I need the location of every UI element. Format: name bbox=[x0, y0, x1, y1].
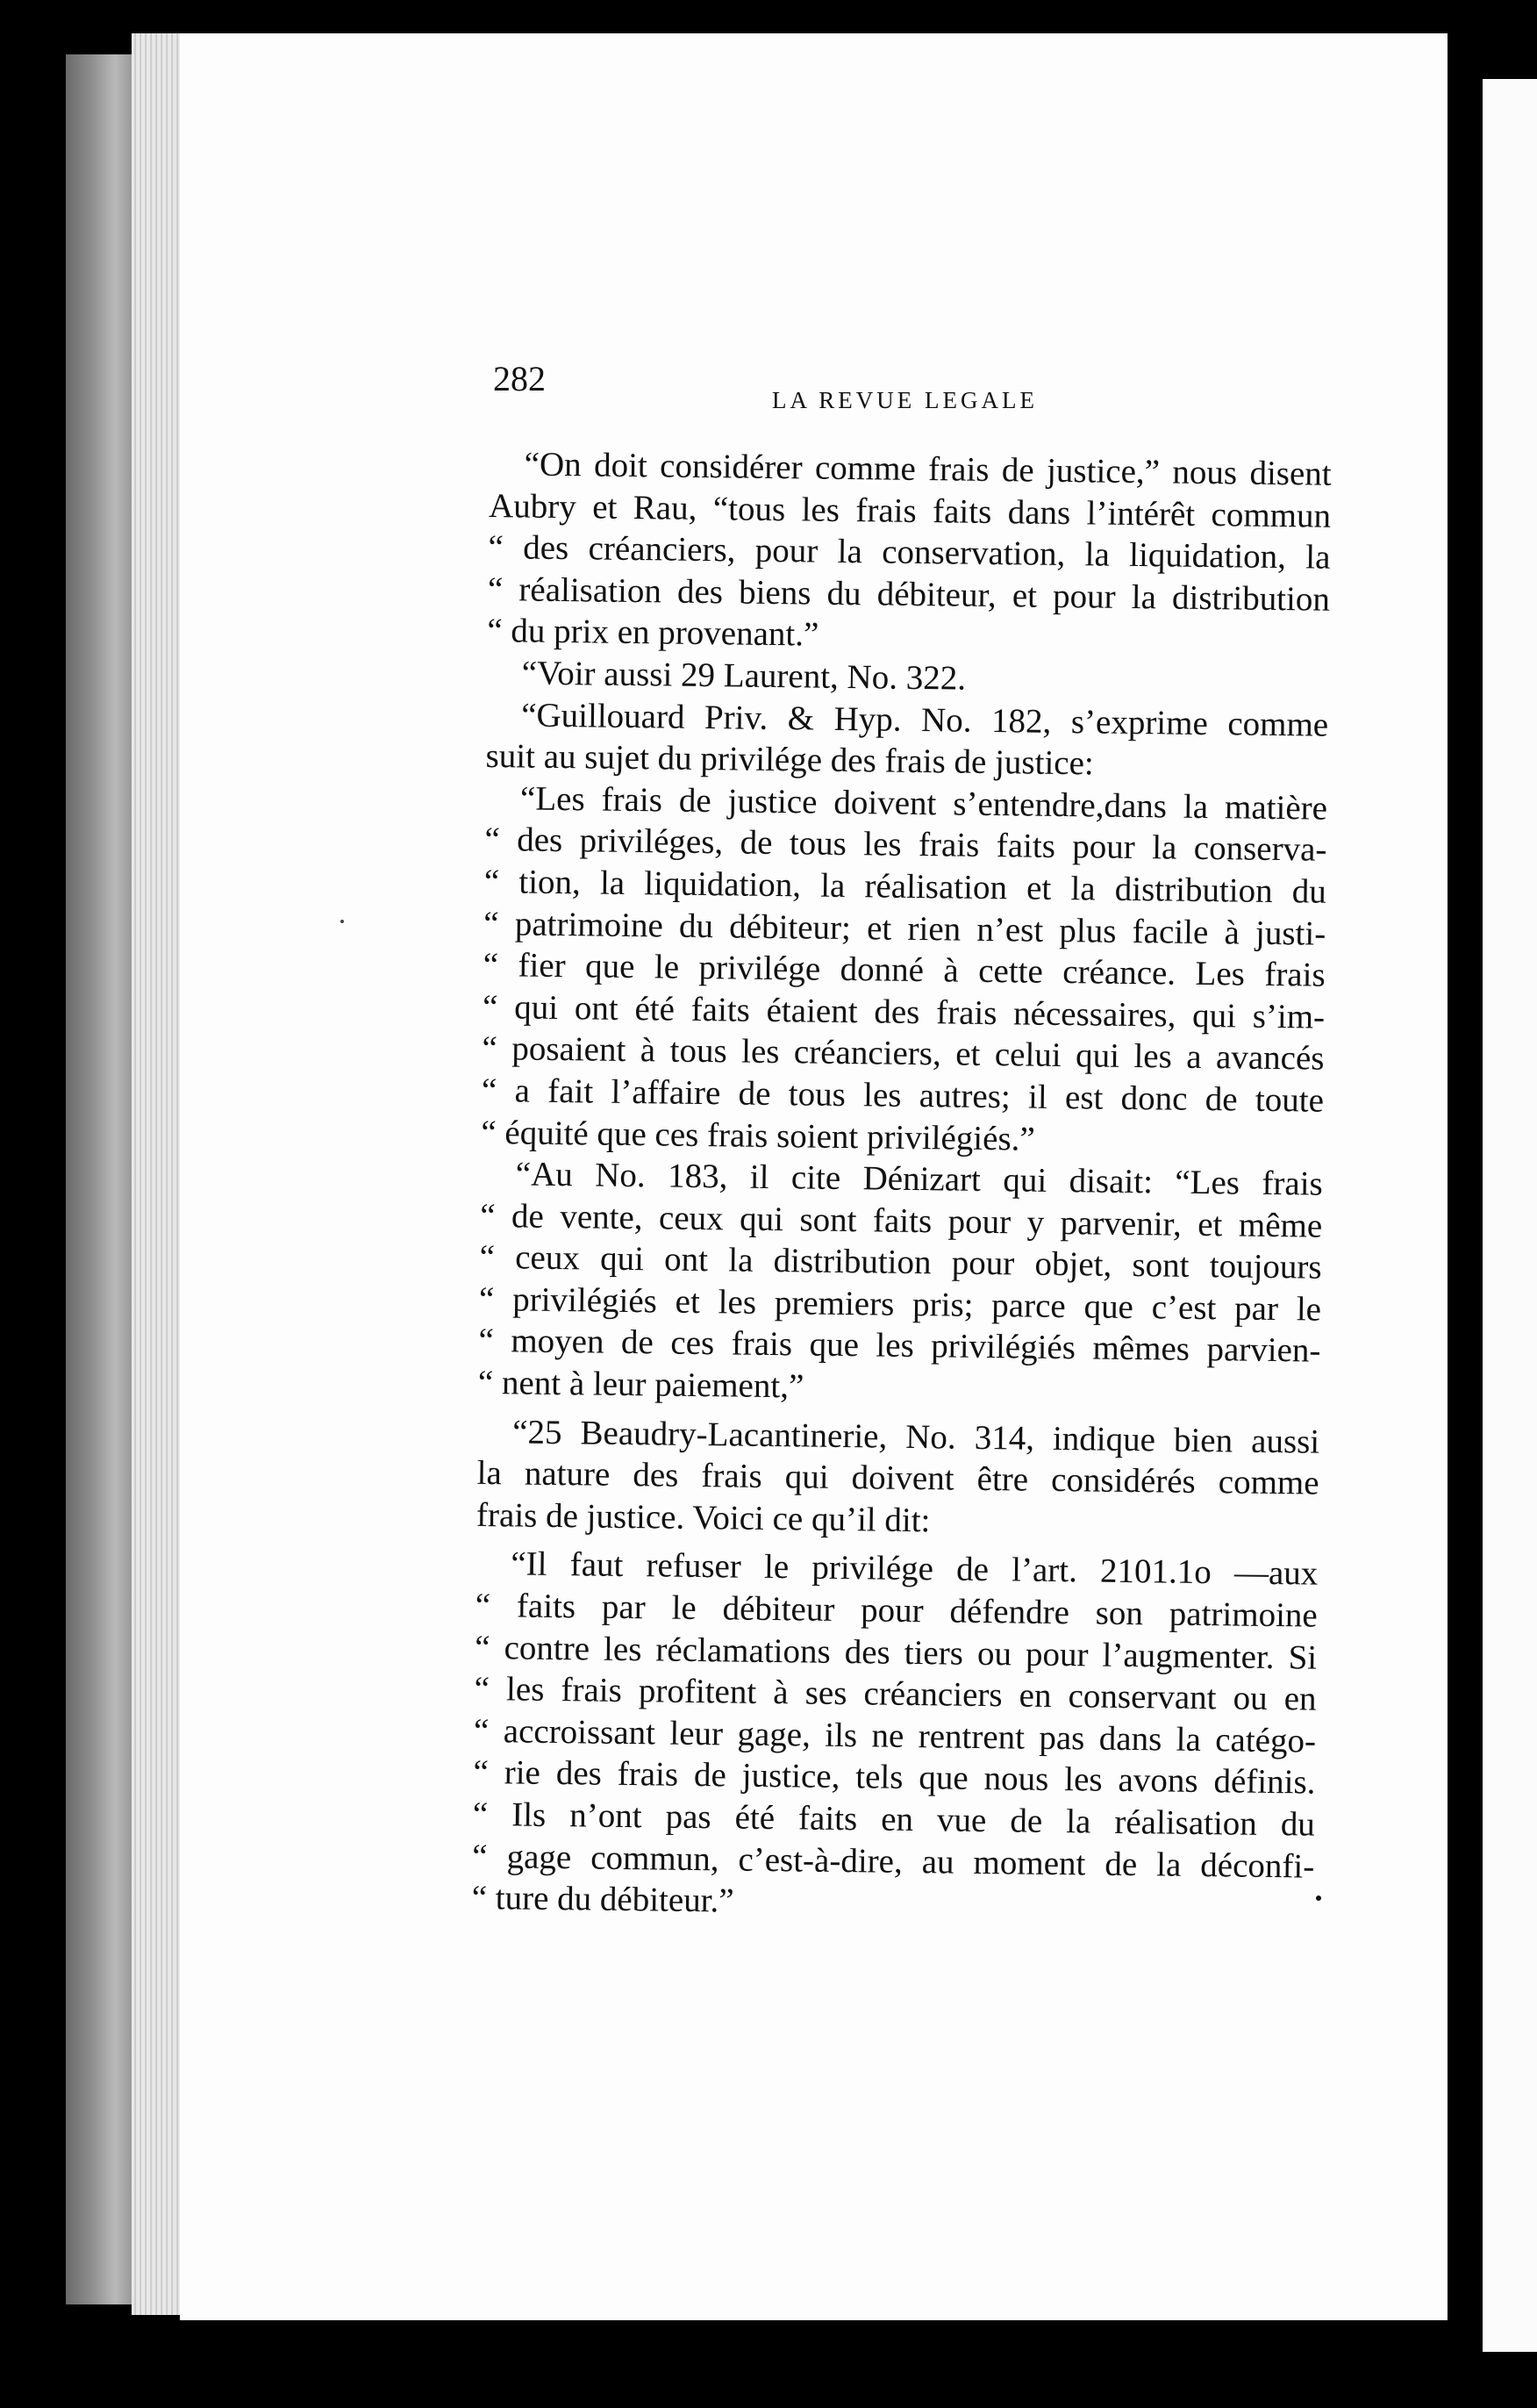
text-line: “ faits par le débiteur pour défendre son patrimoine bbox=[475, 1586, 1319, 1635]
text-line: “Au No. 183, il cite Dénizart qui disait: “Les frais bbox=[515, 1155, 1324, 1203]
text-line: “ gage commun, c’est-à-dire, au moment de la déconfi- bbox=[472, 1837, 1315, 1886]
text-line: “ moyen de ces frais que les privilégiés mêmes parvien- bbox=[478, 1322, 1321, 1371]
text-line: “ accroissant leur gage, ils ne rentrent pas dans la catégo- bbox=[473, 1711, 1317, 1760]
text-line: “Guillouard Priv. & Hyp. No. 182, s’exprime comme bbox=[520, 696, 1329, 744]
text-line: “ équité que ces frais soient privilégiés.” bbox=[481, 1113, 1035, 1158]
text-line: “25 Beaudry-Lacantinerie, No. 314, indique bien aussi bbox=[511, 1413, 1320, 1461]
text-line: “ ture du débiteur.” bbox=[471, 1879, 734, 1920]
text-line: “ patrimoine du débiteur; et rien n’est plus facile à justi- bbox=[483, 904, 1326, 953]
text-line: “On doit considérer comme frais de justice,” nous disent bbox=[524, 445, 1332, 493]
text-line: “Il faut refuser le privilége de l’art. 2101.1o —aux bbox=[511, 1544, 1319, 1594]
page-stack-edge bbox=[132, 33, 184, 2315]
text-line: la nature des frais qui doivent être considérés comme bbox=[476, 1454, 1319, 1502]
text-line: “ nent à leur paiement,” bbox=[477, 1363, 804, 1406]
text-line: frais de justice. Voici ce qu’il dit: bbox=[475, 1495, 931, 1540]
text-line: “ des priviléges, de tous les frais faits pour la conserva- bbox=[484, 821, 1327, 870]
text-line: “ contre les réclamations des tiers ou pour l’augmenter. Si bbox=[474, 1628, 1318, 1677]
margin-speck bbox=[340, 920, 344, 923]
stray-mark bbox=[1316, 1896, 1321, 1901]
text-line: “ fier que le privilége donné à cette créance. Les frais bbox=[483, 946, 1326, 994]
text-line: Aubry et Rau, “tous les frais faits dans l’intérêt commun bbox=[488, 486, 1332, 535]
text-line: “ privilégiés et les premiers pris; parce que c’est par le bbox=[478, 1279, 1322, 1329]
text-line: “ ceux qui ont la distribution pour objet, sont toujours bbox=[479, 1238, 1322, 1286]
page-number: 282 bbox=[493, 359, 546, 398]
book-edge bbox=[66, 54, 132, 2304]
text-line: “ du prix en provenant.” bbox=[487, 612, 819, 654]
text-line: “Voir aussi 29 Laurent, No. 322. bbox=[521, 654, 967, 698]
text-line: suit au sujet du privilége des frais de justice: bbox=[485, 737, 1095, 783]
text-line: “ Ils n’ont pas été faits en vue de la réalisation du bbox=[472, 1795, 1316, 1844]
text-line: “ qui ont été faits étaient des frais nécessaires, qui s’im- bbox=[482, 987, 1326, 1036]
text-line: “ de vente, ceux qui sont faits pour y parvenir, et même bbox=[479, 1196, 1323, 1245]
text-line: “Les frais de justice doivent s’entendre,dans la matière bbox=[519, 779, 1328, 828]
text-line: “ a fait l’affaire de tous les autres; il est donc de toute bbox=[481, 1071, 1325, 1120]
text-line: “ des créanciers, pour la conservation, la liquidation, la bbox=[488, 528, 1331, 577]
text-line: “ rie des frais de justice, tels que nous les avons définis. bbox=[473, 1753, 1316, 1802]
text-line: “ posaient à tous les créanciers, et celui qui les a avancés bbox=[482, 1029, 1325, 1078]
facing-page-sliver bbox=[1483, 79, 1537, 2352]
running-head: LA REVUE LEGALE bbox=[772, 387, 1038, 413]
text-line: “ les frais profitent à ses créanciers en conservant ou en bbox=[474, 1670, 1317, 1718]
text-line: “ tion, la liquidation, la réalisation et la distribution du bbox=[483, 862, 1327, 911]
text-line: “ réalisation des biens du débiteur, et pour la distribution bbox=[487, 570, 1331, 619]
body-text bbox=[471, 443, 1331, 1929]
